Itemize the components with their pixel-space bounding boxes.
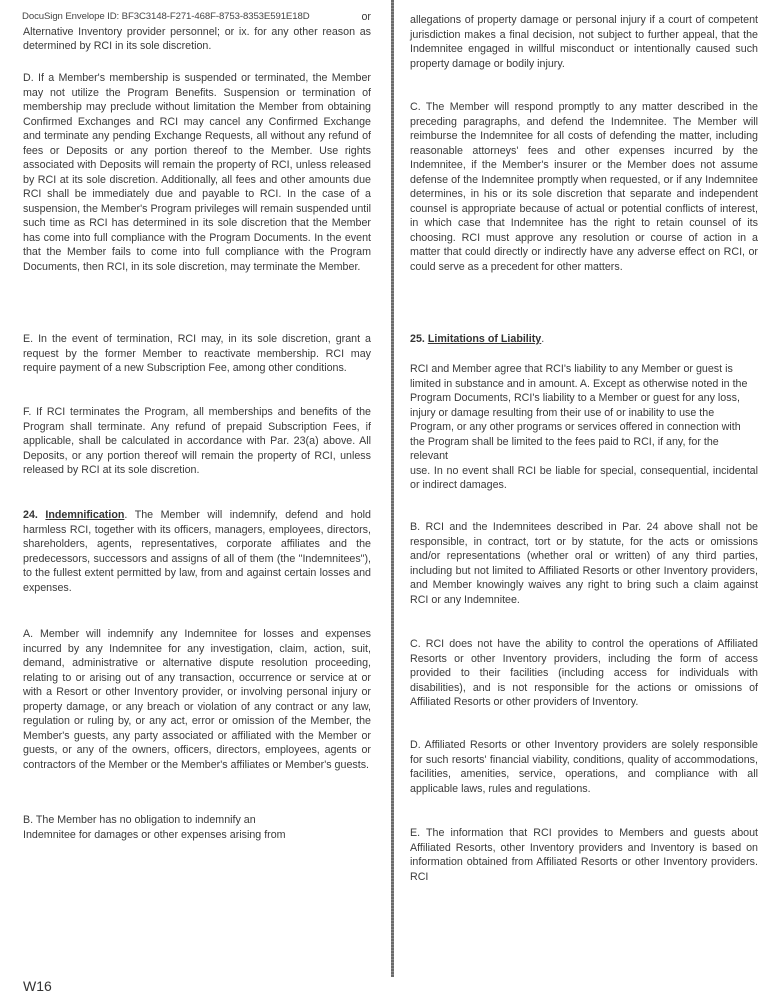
paragraph-24a: A. Member will indemnify any Indemnitee for losses and expenses incurred by any Indemnitee for any investigation, claim, action, suit, demand, administrative or alternative dispute resolution proceeding, relating to or arising out of any transaction, occurrence or service at or with a Resort or other Inventory provider, or involving personal injury or property damage, or any breach or violation of any contract or any law, regulation or ruling by, or any act, error or omission of the Member, the Member's guests, any party associated or affiliated with the Member or guests, or any of the owners, officers, directors, employees, agents or contractors of the Member or the Member's affiliates or Member's guests. [23,628,371,771]
paragraph-f: F. If RCI terminates the Program, all memberships and benefits of the Program shall terminate. Any refund of prepaid Subscription Fees, if applicable, shall be calculated in accordance with Par. 23(a) above. All Deposits, or any portion thereof will remain the property of RCI, unless released by RCI at its sole discretion. [23,406,371,476]
continuation-text: allegations of property damage or personal injury if a court of competent jurisdiction makes a final decision, not subject to further appeal, that the Indemnitee engaged in willful misconduct or intentionally caused such property damage or bodily injury. [410,14,758,70]
continuation-text: Alternative Inventory provider personnel; or ix. for any other reason as determined by RCI in its sole discretion. [23,25,371,52]
continuation-or: or [361,11,371,23]
paragraph-24b-line2: Indemnitee for damages or other expenses arising from [23,828,286,841]
page-label: W16 [23,978,52,994]
section-title: Limitations of Liability [427,333,542,345]
paragraph-24b-line1: B. The Member has no obligation to indemnify an [23,814,256,826]
section-number: 25. [410,333,425,345]
section-title: Indemnification [45,509,125,521]
paragraph-25c: C. RCI does not have the ability to control the operations of Affiliated Resorts or other Inventory providers, including the form of access provided to their facilities (including access for individuals with disabilities), and is not responsible for the actions or omissions of Affiliated Resorts or other providers of Inventory. [410,638,758,708]
paragraph-24c: C. The Member will respond promptly to any matter described in the preceding paragraphs, and defend the Indemnitee. The Member will reimburse the Indemnitee for all costs of defending the matter, including reasonable attorneys' fees and other expenses incurred by the Indemnitee, if the Member's insurer or the Member does not assume defense of the Indemnitee promptly when requested, or if any Indemnitee determines, in his or its sole discretion that separate and independent counsel is appropriate because of actual or potential conflicts of interest, in which case that Indemnitee has the right to retain counsel of its choosing. RCI must approve any resolution or course of action in a matter that could directly or indirectly have any adverse effect on RCI, or could serve as a precedent for other matters. [410,101,758,273]
section-body: . The Member will indemnify, defend and hold harmless RCI, together with its officers, managers, employees, directors, shareholders, agents, representatives, corporate affiliates and the predecessors, successors and assigns of all of them (the "Indemnitees"), to the fullest extent permitted by law, from and against certain losses and expenses. [23,509,371,594]
section-24-indemnification [23,508,371,595]
paragraph-25e: E. The information that RCI provides to Members and guests about Affiliated Resorts, other Inventory providers and Inventory is based on information obtained from Affiliated Resorts or other Inventory providers. RCI [410,827,758,883]
paragraph-d: D. If a Member's membership is suspended or terminated, the Member may not utilize the Program Benefits. Suspension or termination of membership may preclude without limitation the Member from obtaining Confirmed Exchanges and RCI may cancel any Confirmed Exchange and terminate any pending Exchange Requests, all without any refund of fees or Deposits or any portion thereof to the Member. Use rights associated with Deposits will remain the property of RCI, unless released by RCI at its sole discretion. Additionally, all fees and other amounts due RCI shall be immediately due and payable to RCI. In the case of a suspension, the Member's Program privileges will remain suspended until such time as RCI has determined in its sole discretion that the Member has come into full compliance with the Program Documents. In the event that the Member fails to come into full compliance with the Program Documents, then RCI, in its sole discretion, may terminate the Member. [23,72,371,273]
paragraph-25d: D. Affiliated Resorts or other Inventory providers are solely responsible for such resorts' financial viability, conditions, quality of accommodations, facilities, amenities, service, operations, and compliance with all applicable laws, rules and regulations. [410,739,758,795]
section-title-suffix: . [541,333,545,345]
paragraph-25b: B. RCI and the Indemnitees described in Par. 24 above shall not be responsible, in contract, tort or by statute, for the acts or omissions and/or representations (whether oral or written) of any third parties, including but not limited to Affiliated Resorts or other Inventory providers, and Member knowingly waives any right to bring such a claim against RCI or any Indemnitee. [410,521,758,606]
column-divider [391,0,394,977]
paragraph-e: E. In the event of termination, RCI may, in its sole discretion, grant a request by the former Member to reactivate membership. RCI may require payment of a new Subscription Fee, among other conditions. [23,333,371,374]
paragraph-25-intro-b: use. In no event shall RCI be liable for special, consequential, incidental or indirect damages. [410,464,758,491]
section-number: 24. [23,509,38,521]
paragraph-25-intro-a: RCI and Member agree that RCI's liability to any Member or guest is limited in substance and in amount. A. Except as otherwise noted in the Program Documents, RCI's liability to a Member or guest for any loss, injury or damage resulting from their use of or inability to use the Program, or any other programs or services offered in connection with the Program shall be limited to the fees paid to RCI, if any, for the relevant [410,363,748,462]
docusign-envelope-id: DocuSign Envelope ID: BF3C3148-F271-468F-8753-8353E591E18D [22,11,310,22]
section-25-heading [410,332,758,347]
